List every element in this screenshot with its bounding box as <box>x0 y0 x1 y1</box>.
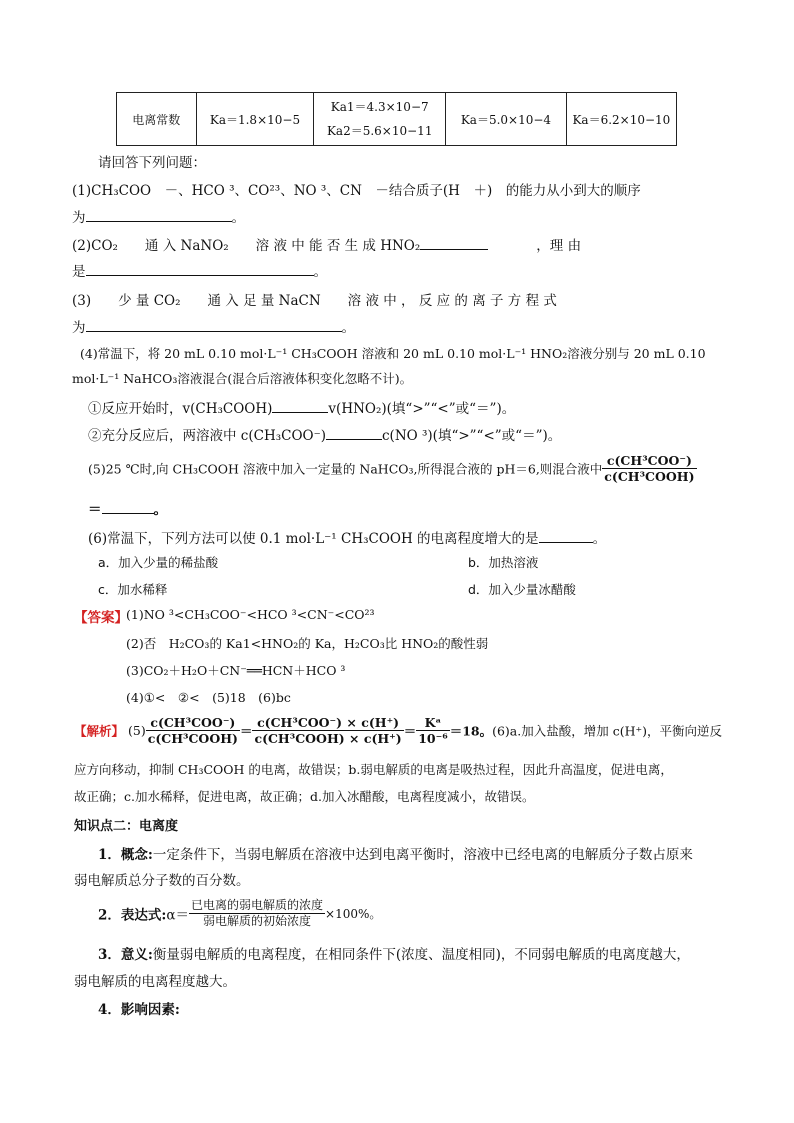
table-cell-ka: Ka＝5.0×10−4 <box>446 93 567 146</box>
item-text: 一定条件下，当弱电解质在溶液中达到电离平衡时，溶液中已经电离的电解质分子数占原来 <box>152 847 693 863</box>
answer-blank <box>326 425 382 440</box>
question-2-line2: 是 。 <box>72 260 327 280</box>
analysis-fraction-1 <box>146 715 240 746</box>
question-2-line1 <box>72 234 581 254</box>
answer-1: (1)NO ³<CH₃COO⁻<HCO ³<CN⁻<CO²³ <box>126 607 375 622</box>
question-text: 。 <box>592 531 607 547</box>
question-3-line2: 为 。 <box>72 316 355 336</box>
question-4-sub1 <box>88 397 515 417</box>
table-cell-ka: Ka＝1.8×10−5 <box>196 93 314 146</box>
question-text: 为 <box>72 320 86 336</box>
analysis-fraction-2 <box>252 715 403 746</box>
concept-line2: 弱电解质总分子数的百分数。 <box>74 873 250 889</box>
meaning-line2: 弱电解质的电离程度越大。 <box>74 974 236 990</box>
question-text: 为 <box>72 210 86 226</box>
question-text: 。 <box>153 502 167 518</box>
factors-label: 4．影响因素: <box>98 1002 180 1018</box>
ionization-constant-table <box>116 92 677 146</box>
answer-blank <box>86 317 342 332</box>
answer-blank <box>539 528 593 543</box>
equals-sign: ＝ <box>239 723 253 739</box>
table-cell-ka1: Ka1＝4.3×10−7 <box>330 100 429 114</box>
fraction-numerator: 已电离的弱电解质的浓度 <box>191 898 324 912</box>
answer-blank <box>420 235 488 250</box>
question-4-line1: (4)常温下，将 20 mL 0.10 mol·L⁻¹ CH₃COOH 溶液和 20 mL 0.10 mol·L⁻¹ HNO₂溶液分别与 20 mL 0.10 <box>80 346 706 361</box>
concept-line1 <box>98 843 693 863</box>
item-label: 2．表达式: <box>98 907 167 924</box>
fraction-numerator: c(CH³COO⁻) × c(H⁺) <box>252 715 403 731</box>
option-a: a．加入少量的稀盐酸 <box>98 555 219 570</box>
question-text: c(NO ³)(填“>”“<”或“＝”)。 <box>382 428 562 444</box>
fraction-denominator: 10⁻⁶ <box>418 731 448 746</box>
fraction-numerator: c(CH³COO⁻) <box>602 453 696 469</box>
analysis-line2: 应方向移动，抑制 CH₃COOH 的电离，故错误；b.弱电解质的电离是吸热过程，因此升高温度，促进电离， <box>74 762 673 777</box>
item-label: 1．概念: <box>98 847 153 863</box>
analysis-label: 【解析】 <box>74 723 125 739</box>
fraction-numerator: c(CH³COO⁻) <box>146 715 240 731</box>
section-title: 知识点二：电离度 <box>74 819 179 834</box>
question-text: ①反应开始时，v(CH₃COOH) <box>88 401 273 417</box>
analysis-line3: 故正确；c.加水稀释，促进电离，故正确；d.加入冰醋酸，电离程度减小，故错误。 <box>74 789 535 804</box>
question-6 <box>88 527 606 547</box>
question-text: 是 <box>72 264 86 280</box>
equals-sign: ＝ <box>403 723 417 739</box>
item-label: 3．意义: <box>98 947 153 963</box>
analysis-line1 <box>74 715 722 746</box>
question-text: (5)25 ℃时,向 CH₃COOH 溶液中加入一定量的 NaHCO₃,所得混合液的 pH＝6,则混合液中 <box>88 461 603 477</box>
question-text: ②充分反应后，两溶液中 c(CH₃COO⁻) <box>88 428 326 444</box>
question-4-line2: mol·L⁻¹ NaHCO₃溶液混合(混合后溶液体积变化忽略不计)。 <box>72 371 413 386</box>
question-1-line2: 为 。 <box>72 206 245 226</box>
answer-label: 【答案】 <box>74 610 128 626</box>
table-cell-ka: Ka＝6.2×10−10 <box>566 93 676 146</box>
answer-blank <box>272 398 328 413</box>
fraction-denominator: 弱电解质的初始浓度 <box>203 914 312 928</box>
question-4-sub2 <box>88 424 561 444</box>
table-label-cell: 电离常数 <box>117 93 197 146</box>
meaning-line1 <box>98 943 690 963</box>
analysis-text: (6)a.加入盐酸，增加 c(H⁺)，平衡向逆反 <box>492 723 722 739</box>
answer-blank <box>86 207 232 222</box>
question-5-line2 <box>88 498 167 518</box>
question-text: ，理 由 <box>536 238 582 254</box>
question-text: (6)常温下，下列方法可以使 0.1 mol·L⁻¹ CH₃COOH 的电离程度增大的是 <box>88 531 539 547</box>
question-text: ＝ <box>88 502 102 518</box>
question-intro: 请回答下列问题： <box>98 155 206 171</box>
question-text: v(HNO₂)(填“>”“<”或“＝”)。 <box>328 401 516 417</box>
question-5-line1 <box>88 453 697 484</box>
fraction-denominator: c(CH³COOH) × c(H⁺) <box>254 731 402 746</box>
ionization-degree-fraction <box>189 898 325 929</box>
question-text: (2)CO₂ 通 入 NaNO₂ 溶 液 中 能 否 生 成 HNO₂ <box>72 238 421 254</box>
fraction-denominator: c(CH³COOH) <box>604 469 695 484</box>
option-b: b．加热溶液 <box>468 555 539 570</box>
ratio-fraction <box>602 453 696 484</box>
analysis-result: ＝18。 <box>449 723 493 739</box>
option-c: c．加水稀释 <box>98 582 168 597</box>
answer-blank <box>86 261 314 276</box>
answer-4: (4)①< ②< (5)18 (6)bc <box>126 690 291 705</box>
answer-2: (2)否 H₂CO₃的 Ka1<HNO₂的 Ka，H₂CO₃比 HNO₂的酸性弱 <box>126 636 489 651</box>
answer-blank <box>102 499 154 514</box>
table-cell-ka2: Ka2＝5.6×10−11 <box>326 124 433 138</box>
table-cell-ka12 <box>314 93 446 146</box>
option-d: d．加入少量冰醋酸 <box>468 582 576 597</box>
question-1-line1: (1)CH₃COO －、HCO ³、CO²³、NO ³、CN －结合质子(H ＋) 的能力从小到大的顺序 <box>72 183 641 199</box>
fraction-numerator: Kᵃ <box>416 715 449 731</box>
expression-line <box>98 898 381 929</box>
item-text: 衡量弱电解质的电离程度，在相同条件下(浓度、温度相同)，不同弱电解质的电离度越大， <box>152 947 690 963</box>
answer-3: (3)CO₂＋H₂O＋CN⁻══HCN＋HCO ³ <box>126 663 346 678</box>
item-text: ×100%。 <box>325 907 382 921</box>
analysis-fraction-3 <box>416 715 449 746</box>
analysis-text: (5) <box>128 723 146 738</box>
fraction-denominator: c(CH³COOH) <box>147 731 238 746</box>
question-3-line1: (3) 少 量 CO₂ 通 入 足 量 NaCN 溶 液 中 ， 反 应 的 离 子 方 程 式 <box>72 293 557 309</box>
alpha-symbol: α＝ <box>166 907 190 924</box>
